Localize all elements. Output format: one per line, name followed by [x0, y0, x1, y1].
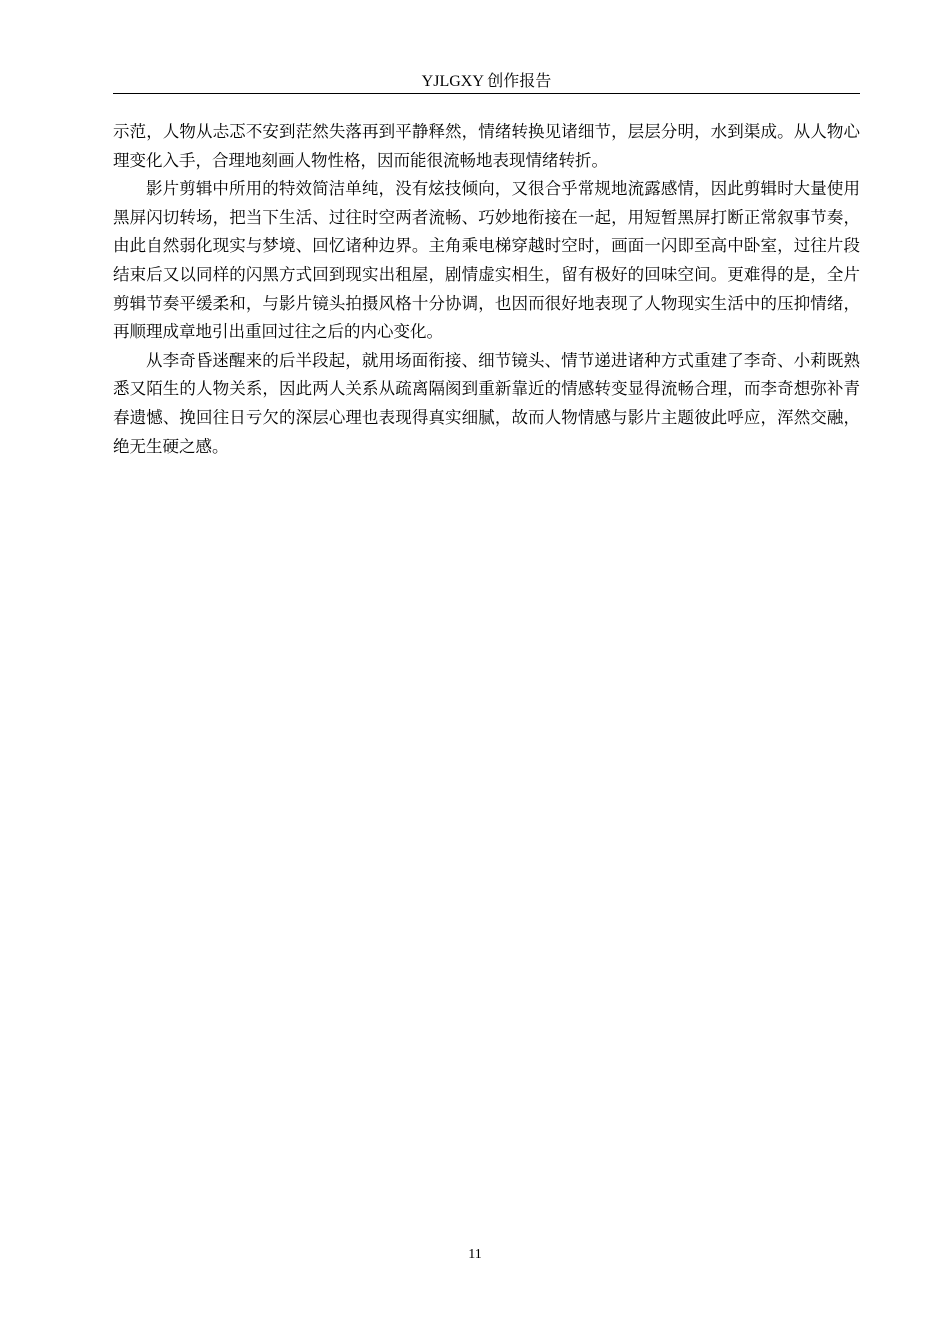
paragraph-editing-effects: 影片剪辑中所用的特效简洁单纯，没有炫技倾向，又很合乎常规地流露感情，因此剪辑时大量使用黑屏闪切转场，把当下生活、过往时空两者流畅、巧妙地衔接在一起，用短暂黑屏打断正常叙事节奏，由此自然弱化现实与梦境、回忆诸种边界。主角乘电梯穿越时空时，画面一闪即至高中卧室，过往片段结束后又以同样的闪黑方式回到现实出租屋，剧情虚实相生，留有极好的回味空间。更难得的是，全片剪辑节奏平缓柔和，与影片镜头拍摄风格十分协调，也因而很好地表现了人物现实生活中的压抑情绪，再顺理成章地引出重回过往之后的内心变化。	[113, 179, 860, 342]
paragraph-character-relationship: 从李奇昏迷醒来的后半段起，就用场面衔接、细节镜头、情节递进诸种方式重建了李奇、小莉既熟悉又陌生的人物关系，因此两人关系从疏离隔阂到重新靠近的情感转变显得流畅合理，而李奇想弥补青春遗憾、挽回往日亏欠的深层心理也表现得真实细腻，故而人物情感与影片主题彼此呼应，浑然交融，绝无生硬之感。	[113, 350, 860, 456]
page-header-title: YJLGXY 创作报告	[421, 73, 552, 90]
header-divider	[113, 93, 860, 94]
page-number: 11	[468, 1247, 482, 1262]
paragraph-continued: 示范，人物从忐忑不安到茫然失落再到平静释然，情绪转换见诸细节，层层分明，水到渠成。从人物心理变化入手，合理地刻画人物性格，因而能很流畅地表现情绪转折。	[113, 122, 860, 170]
report-body	[113, 118, 860, 461]
